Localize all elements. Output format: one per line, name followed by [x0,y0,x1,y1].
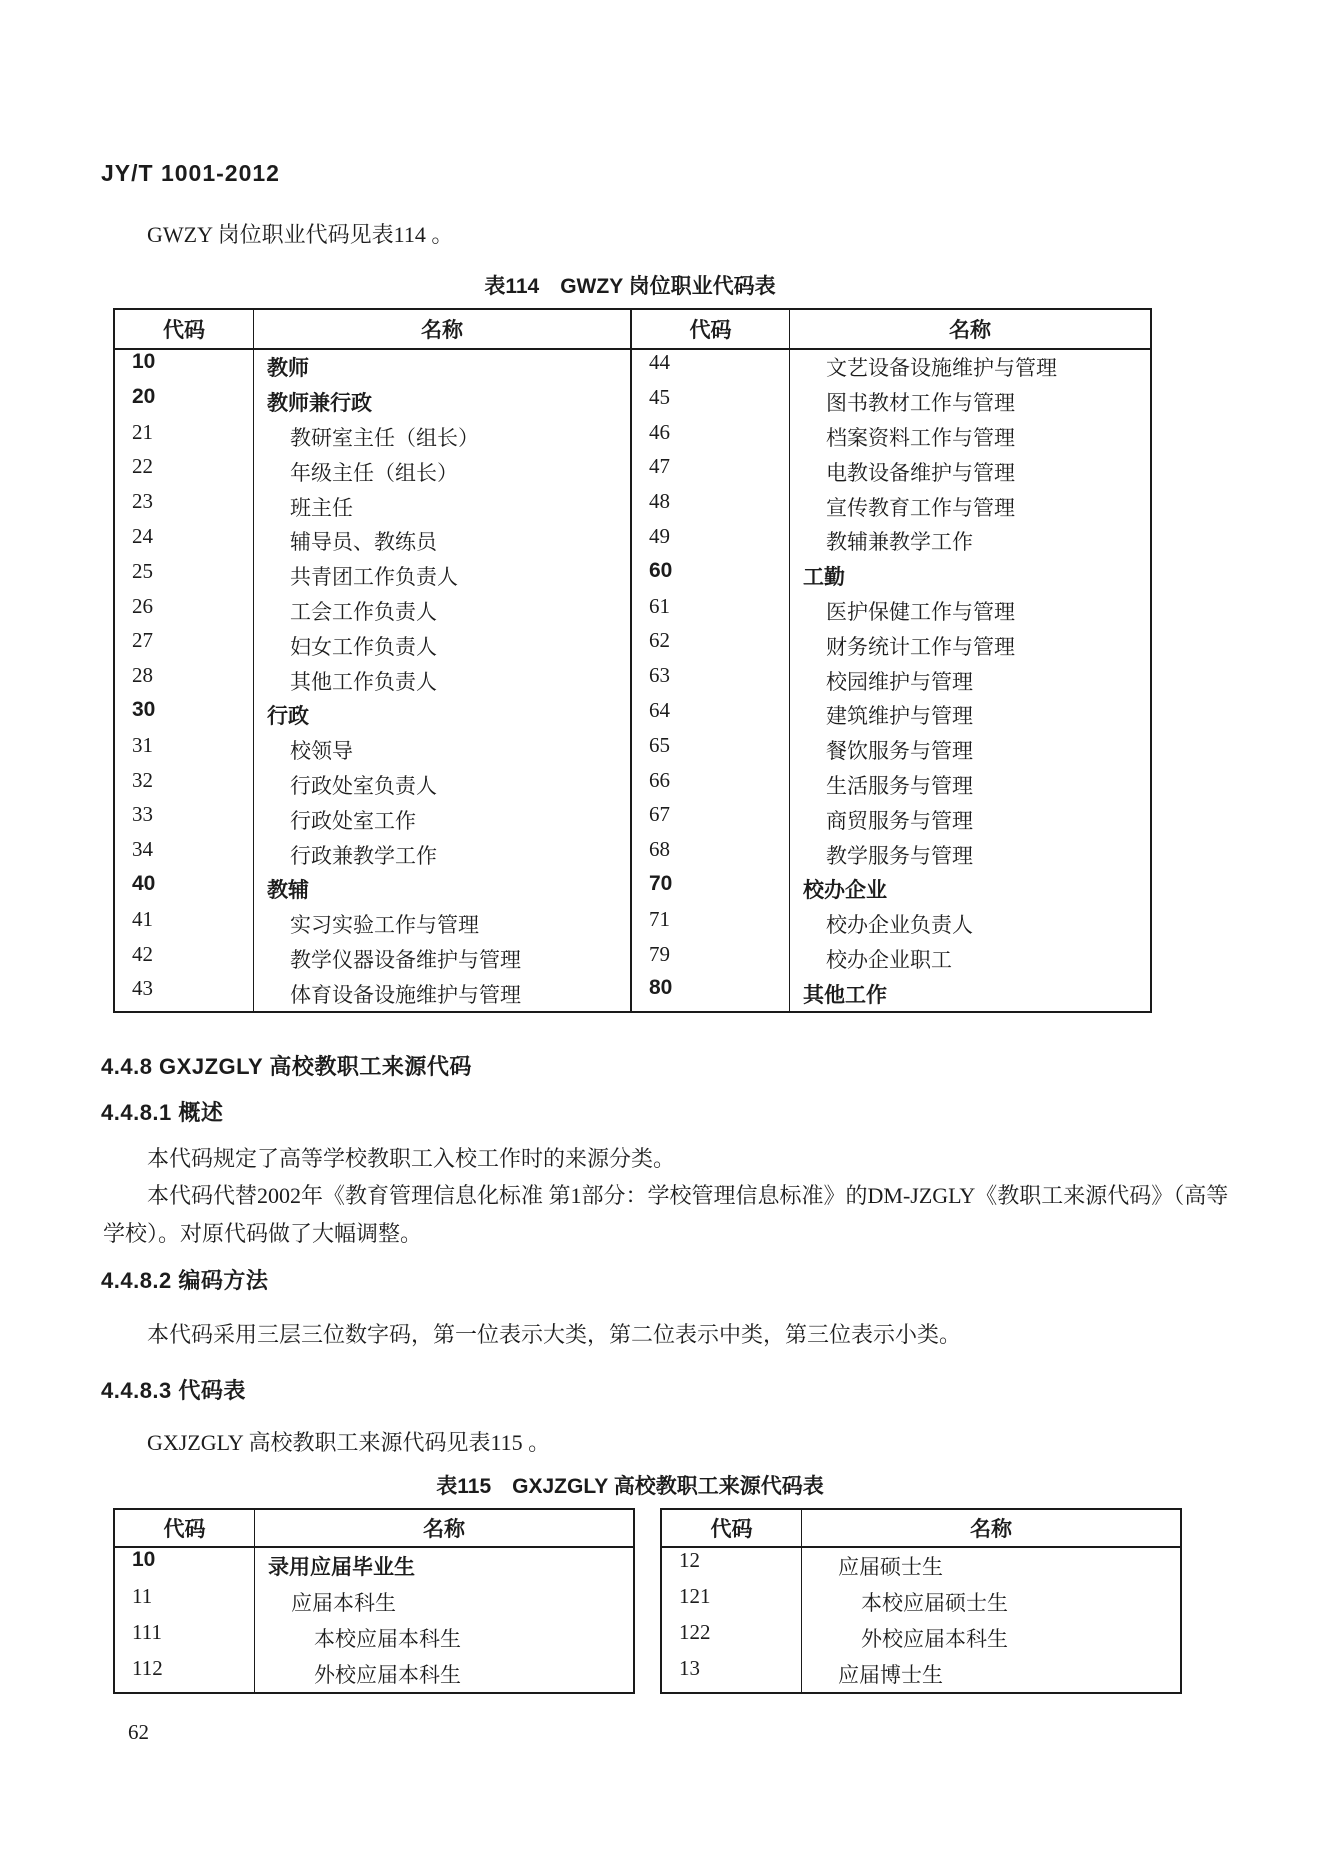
code-cell: 10 [115,1548,255,1584]
code-cell: 67 [632,802,790,837]
table-row [115,524,630,559]
table-row [632,489,1150,524]
name-cell: 餐饮服务与管理 [826,739,973,764]
table114-left-header-row [115,310,630,350]
name-cell: 校办企业负责人 [826,913,973,938]
name-cell: 实习实验工作与管理 [290,913,479,938]
code-cell: 61 [632,594,790,629]
code-cell: 34 [115,837,254,872]
table-row [115,942,630,977]
name-cell: 校办企业职工 [826,947,952,972]
table-row [632,698,1150,733]
code-cell: 49 [632,524,790,559]
table-row [662,1584,1180,1620]
code-cell: 12 [662,1548,802,1584]
table-row [115,698,630,733]
table114-right-half [630,310,1150,1011]
table-row [632,559,1150,594]
table-115-right [660,1508,1182,1694]
name-cell: 财务统计工作与管理 [826,634,1015,659]
table115-right-half [662,1510,1180,1692]
table-row [632,802,1150,837]
name-cell: 体育设备设施维护与管理 [290,982,521,1007]
table-row [115,768,630,803]
table-row [632,976,1150,1011]
name-cell: 建筑维护与管理 [826,704,973,729]
column-header-code: 代码 [662,1510,802,1546]
code-cell: 68 [632,837,790,872]
table115-left-header-row [115,1510,633,1548]
name-cell: 教研室主任（组长） [290,425,479,450]
table-row [115,872,630,907]
paragraph-overview-2: 本代码代替2002年《教育管理信息化标准 第1部分：学校管理信息标准》的DM-JZGLY《教职工来源代码》（高等学校）。对原代码做了大幅调整。 [103,1183,1229,1246]
column-header-code: 代码 [632,310,790,348]
code-cell: 45 [632,385,790,420]
name-cell: 工勤 [803,566,845,590]
code-cell: 33 [115,802,254,837]
table-row [662,1548,1180,1584]
code-cell: 28 [115,663,254,698]
code-cell: 30 [115,698,254,733]
code-cell: 63 [632,663,790,698]
table-row [115,802,630,837]
code-cell: 23 [115,489,254,524]
table-row [115,420,630,455]
table-row [632,733,1150,768]
table115-left-half [115,1510,633,1692]
code-cell: 11 [115,1584,255,1620]
table-row [632,628,1150,663]
code-cell: 64 [632,698,790,733]
code-cell: 43 [115,976,254,1011]
name-cell: 应届硕士生 [838,1555,943,1579]
code-cell: 71 [632,907,790,942]
name-cell: 校办企业 [803,879,887,903]
name-cell: 应届博士生 [838,1663,943,1687]
table-row [115,385,630,420]
table-row [115,594,630,629]
name-cell: 行政 [267,705,309,729]
name-cell: 商贸服务与管理 [826,808,973,833]
column-header-name: 名称 [423,1518,465,1541]
table114-right-body [632,350,1150,1011]
code-cell: 111 [115,1620,255,1656]
table-row [115,663,630,698]
name-cell: 教师 [267,357,309,381]
code-cell: 20 [115,385,254,420]
table115-right-body [662,1548,1180,1692]
code-cell: 22 [115,454,254,489]
code-cell: 10 [115,350,254,385]
code-cell: 122 [662,1620,802,1656]
code-cell: 13 [662,1656,802,1692]
table-row [662,1656,1180,1692]
name-cell: 档案资料工作与管理 [826,425,1015,450]
table-row [115,976,630,1011]
table-row [632,524,1150,559]
table-row [115,907,630,942]
name-cell: 妇女工作负责人 [290,634,437,659]
name-cell: 教辅兼教学工作 [826,530,973,555]
table-row [115,1584,633,1620]
name-cell: 文艺设备设施维护与管理 [826,356,1057,381]
table-row [632,594,1150,629]
column-header-name: 名称 [970,1518,1012,1541]
paragraph-encoding-method: 本代码采用三层三位数字码，第一位表示大类，第二位表示中类，第三位表示小类。 [147,1322,962,1347]
code-cell: 27 [115,628,254,663]
name-cell: 图书教材工作与管理 [826,391,1015,416]
table-row [632,663,1150,698]
intro-text-table114: GWZY 岗位职业代码见表114 。 [147,222,454,247]
name-cell: 校园维护与管理 [826,669,973,694]
name-cell: 行政处室工作 [290,808,416,833]
code-cell: 112 [115,1656,255,1692]
table-row [115,489,630,524]
page-number: 62 [128,1720,149,1744]
code-cell: 66 [632,768,790,803]
name-cell: 电教设备维护与管理 [826,460,1015,485]
code-cell: 65 [632,733,790,768]
table-row [115,1548,633,1584]
table-row [115,628,630,663]
table-row [115,454,630,489]
code-cell: 70 [632,872,790,907]
code-cell: 44 [632,350,790,385]
code-cell: 121 [662,1584,802,1620]
table114-right-header-row [632,310,1150,350]
table-row [115,1656,633,1692]
code-cell: 48 [632,489,790,524]
code-cell: 41 [115,907,254,942]
code-cell: 21 [115,420,254,455]
section-heading-4-4-8: 4.4.8 GXJZGLY 高校教职工来源代码 [101,1054,472,1079]
column-header-name: 名称 [949,319,991,342]
name-cell: 工会工作负责人 [290,599,437,624]
name-cell: 本校应届本科生 [314,1627,461,1651]
table-115-container [113,1508,1182,1694]
table-row [632,907,1150,942]
name-cell: 宣传教育工作与管理 [826,495,1015,520]
name-cell: 本校应届硕士生 [861,1591,1008,1615]
table115-left-body [115,1548,633,1692]
table114-caption: 表114 GWZY 岗位职业代码表 [484,275,776,298]
column-header-code: 代码 [115,1510,255,1546]
table115-caption: 表115 GXJZGLY 高校教职工来源代码表 [436,1475,824,1498]
section-heading-4-4-8-2: 4.4.8.2 编码方法 [101,1268,269,1293]
name-cell: 生活服务与管理 [826,773,973,798]
code-cell: 79 [632,942,790,977]
table115-right-header-row [662,1510,1180,1548]
table-row [632,385,1150,420]
name-cell: 辅导员、教练员 [290,530,437,555]
code-cell: 24 [115,524,254,559]
code-cell: 46 [632,420,790,455]
name-cell: 教辅 [267,879,309,903]
code-cell: 80 [632,976,790,1011]
name-cell: 行政兼教学工作 [290,843,437,868]
name-cell: 教学仪器设备维护与管理 [290,947,521,972]
code-cell: 26 [115,594,254,629]
name-cell: 应届本科生 [291,1591,396,1615]
name-cell: 教学服务与管理 [826,843,973,868]
code-cell: 47 [632,454,790,489]
table-row [115,559,630,594]
table-row [115,837,630,872]
table-row [632,942,1150,977]
name-cell: 外校应届本科生 [861,1627,1008,1651]
code-cell: 25 [115,559,254,594]
table-row [115,1620,633,1656]
name-cell: 其他工作 [803,983,887,1007]
table-row [115,733,630,768]
code-cell: 62 [632,628,790,663]
name-cell: 校领导 [290,739,353,764]
table-row [632,837,1150,872]
table114-left-half [115,310,630,1011]
column-header-name: 名称 [421,319,463,342]
paragraph-see-table-115: GXJZGLY 高校教职工来源代码见表115 。 [147,1430,551,1455]
column-header-code: 代码 [115,310,254,348]
name-cell: 年级主任（组长） [290,460,458,485]
name-cell: 共青团工作负责人 [290,565,458,590]
name-cell: 外校应届本科生 [314,1663,461,1687]
name-cell: 行政处室负责人 [290,773,437,798]
table-row [632,350,1150,385]
name-cell: 教师兼行政 [267,392,372,416]
document-standard-code: JY/T 1001-2012 [101,160,280,186]
code-cell: 32 [115,768,254,803]
table-row [632,872,1150,907]
table-row [632,454,1150,489]
name-cell: 医护保健工作与管理 [826,599,1015,624]
table114-left-body [115,350,630,1011]
table-114-gwzy-codes [113,308,1152,1013]
table-row [632,768,1150,803]
section-heading-4-4-8-1: 4.4.8.1 概述 [101,1100,224,1125]
section-heading-4-4-8-3: 4.4.8.3 代码表 [101,1378,246,1403]
code-cell: 40 [115,872,254,907]
paragraph-overview-1: 本代码规定了高等学校教职工入校工作时的来源分类。 [147,1146,676,1171]
table-115-left [113,1508,635,1694]
name-cell: 录用应届毕业生 [268,1556,415,1579]
code-cell: 60 [632,559,790,594]
name-cell: 班主任 [290,495,353,520]
table-row [115,350,630,385]
code-cell: 42 [115,942,254,977]
name-cell: 其他工作负责人 [290,669,437,694]
table-row [662,1620,1180,1656]
table-row [632,420,1150,455]
code-cell: 31 [115,733,254,768]
